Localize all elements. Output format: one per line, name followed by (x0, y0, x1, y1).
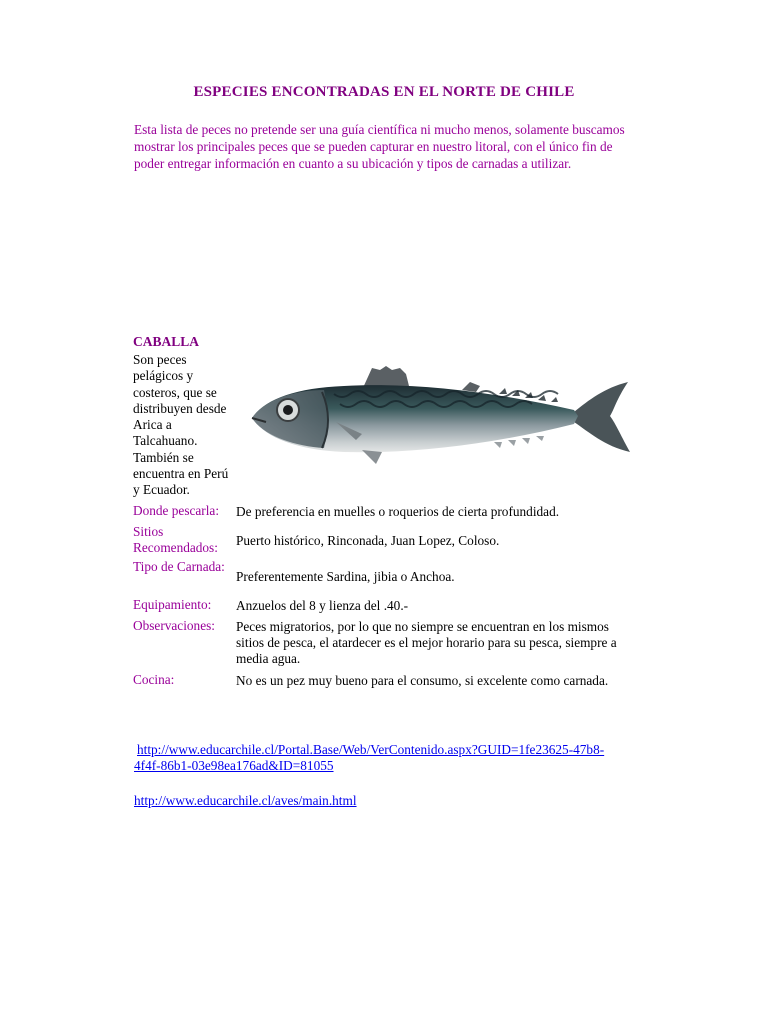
row-value: Puerto histórico, Rinconada, Juan Lopez, Coloso. (236, 533, 500, 548)
reference-link-1-wrap (134, 742, 614, 774)
page-title: ESPECIES ENCONTRADAS EN EL NORTE DE CHILE (193, 84, 575, 100)
reference-link-2[interactable]: http://www.educarchile.cl/aves/main.html (134, 793, 357, 808)
species-name: CABALLA (133, 334, 200, 349)
row-value: No es un pez muy bueno para el consumo, si excelente como carnada. (236, 673, 609, 688)
row-value: Peces migratorios, por lo que no siempre se encuentran en los mismos sitios de pesca, el atardecer es el mejor horario para su pesca, siempre a media agua. (236, 619, 617, 666)
row-label: Cocina: (133, 672, 175, 687)
row-label: Observaciones: (133, 618, 215, 633)
row-label: Equipamiento: (133, 597, 212, 612)
row-label: Tipo de Carnada: (133, 559, 225, 574)
reference-link-1[interactable]: http://www.educarchile.cl/Portal.Base/Web/VerContenido.aspx?GUID=1fe23625-47b8-4f4f-86b1-03e98ea176ad&ID=81055 (134, 742, 605, 773)
intro-paragraph: Esta lista de peces no pretende ser una guía científica ni mucho menos, solamente buscamos mostrar los principales peces que se pueden capturar en nuestro litoral, con el único fin de poder entregar información en cuanto a su ubicación y tipos de carnadas a utilizar. (134, 122, 625, 171)
row-value: Anzuelos del 8 y lienza del .40.- (236, 598, 409, 613)
row-label: Sitios Recomendados: (133, 524, 218, 555)
reference-link-2-wrap (134, 793, 357, 809)
mackerel-fish-image (244, 360, 634, 478)
row-value: Preferentemente Sardina, jibia o Anchoa. (236, 569, 455, 584)
species-description: Son peces pelágicos y costeros, que se distribuyen desde Arica a Talcahuano. También se encuentra en Perú y Ecuador. (133, 352, 229, 498)
row-label: Donde pescarla: (133, 503, 220, 518)
row-value: De preferencia en muelles o roquerios de cierta profundidad. (236, 504, 560, 519)
